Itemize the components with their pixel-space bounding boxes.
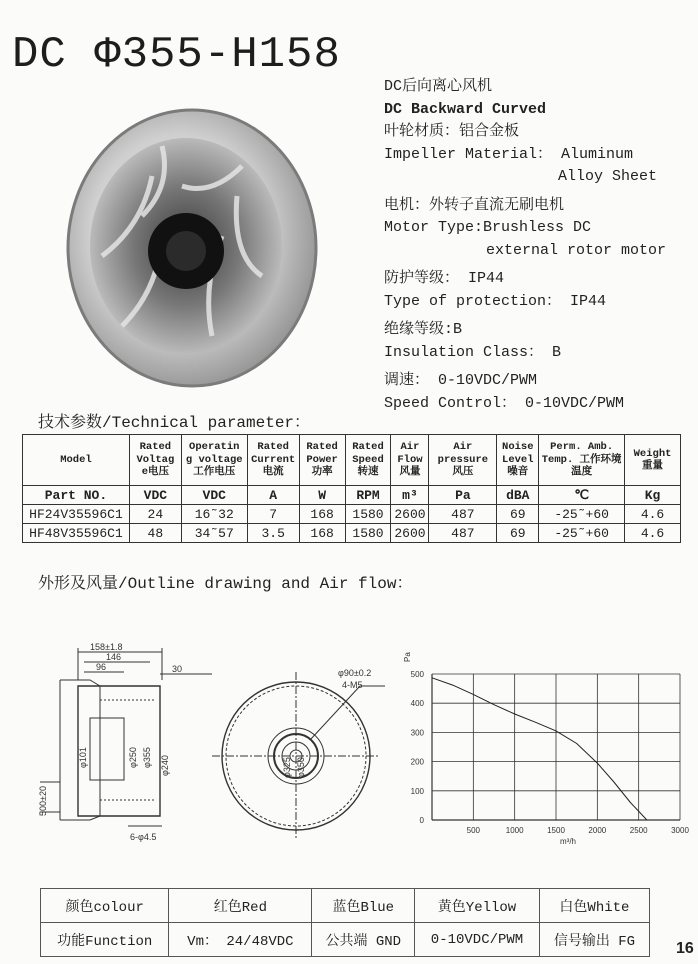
table-cell: 1580 (345, 505, 391, 524)
table-cell: 4.6 (625, 524, 681, 543)
table-cell: 2600 (391, 505, 429, 524)
table-cell: -25˜+60 (539, 505, 625, 524)
motor-cn: 电机：外转子直流无刷电机 (384, 196, 565, 214)
table-cell: 2600 (391, 524, 429, 543)
function-row (41, 923, 650, 957)
insulation-cn: 绝缘等级:B (384, 321, 463, 338)
header-cell: Rated Power 功率 (299, 435, 345, 486)
header-cell: Operatin g voltage 工作电压 (181, 435, 247, 486)
function-header: 功能Function (41, 923, 169, 957)
table-cell: 4.6 (625, 505, 681, 524)
unit-cell: Part NO. (23, 486, 130, 505)
product-title: DC Φ355-H158 (12, 30, 341, 80)
dim-240: φ240 (160, 755, 170, 776)
dim-500: 500±20 (38, 786, 48, 816)
x-tick-label: 2500 (629, 826, 648, 835)
dim-96: 96 (96, 662, 107, 672)
motor-en: Motor Type:Brushless DC (384, 219, 592, 236)
table-cell: 3.5 (247, 524, 299, 543)
fan-photo (62, 106, 320, 396)
header-cell: Rated Voltag e电压 (129, 435, 181, 486)
colour-red: 红色Red (169, 889, 312, 923)
speed-cn: 调速： 0-10VDC/PWM (384, 372, 538, 389)
table-cell: 48 (129, 524, 181, 543)
table-cell: 168 (299, 524, 345, 543)
front-view-drawing (210, 662, 410, 852)
table-cell: 168 (299, 505, 345, 524)
motor-en-cont: external rotor motor (486, 241, 667, 259)
dim-250: φ250 (128, 747, 138, 768)
table-cell: -25˜+60 (539, 524, 625, 543)
dim-101: φ101 (78, 747, 88, 768)
table-unit-row (23, 486, 681, 505)
header-cell: Air pressure 风压 (429, 435, 497, 486)
header-cell: Weight 重量 (625, 435, 681, 486)
dim-30: 30 (172, 664, 183, 674)
x-tick-label: 1500 (547, 826, 565, 835)
unit-cell: VDC (181, 486, 247, 505)
y-axis-label: Pa (403, 652, 412, 662)
unit-cell: m³ (391, 486, 429, 505)
header-cell: Air Flow 风量 (391, 435, 429, 486)
x-tick-label: 3000 (671, 826, 689, 835)
table-cell: 487 (429, 505, 497, 524)
table-cell: HF48V35596C1 (23, 524, 130, 543)
unit-cell: Pa (429, 486, 497, 505)
table-row (23, 524, 681, 543)
x-tick-label: 1000 (505, 826, 524, 835)
table-cell: 24 (129, 505, 181, 524)
protection-cn: 防护等级： IP44 (384, 270, 505, 287)
y-tick-label: 300 (410, 728, 424, 738)
spec-list (384, 76, 666, 415)
function-blue: 公共端 GND (312, 923, 415, 957)
table-header-row (23, 435, 681, 486)
y-tick-label: 100 (410, 786, 424, 796)
function-yellow: 0-10VDC/PWM (415, 923, 540, 957)
x-tick-label: 500 (466, 826, 481, 835)
chart-grid (432, 674, 680, 820)
y-tick-label: 0 (419, 816, 424, 825)
colour-yellow: 黄色Yellow (415, 889, 540, 923)
technical-parameter-heading: 技术参数/Technical parameter： (38, 414, 311, 432)
air-flow-chart (392, 644, 692, 854)
unit-cell: A (247, 486, 299, 505)
dim-325: φ325 (282, 757, 292, 778)
colour-white: 白色White (539, 889, 649, 923)
table-row (23, 505, 681, 524)
type-en: DC Backward Curved (384, 100, 547, 118)
table-cell: 487 (429, 524, 497, 543)
colour-row (41, 889, 650, 923)
table-cell: 7 (247, 505, 299, 524)
dim-146: 146 (106, 652, 122, 662)
unit-cell: ℃ (539, 486, 625, 505)
dim-350: φ350 (296, 757, 306, 778)
protection-en: Type of protection： IP44 (384, 292, 607, 310)
y-tick-label: 400 (410, 699, 424, 709)
header-cell: Model (23, 435, 130, 486)
table-cell: 1580 (345, 524, 391, 543)
impeller-en-cont: Alloy Sheet (558, 168, 658, 185)
impeller-en: Impeller Material： Aluminum (384, 145, 634, 163)
outline-heading: 外形及风量/Outline drawing and Air flow： (38, 575, 413, 593)
function-red: Vm： 24/48VDC (169, 923, 312, 957)
impeller-cn: 叶轮材质：铝合金板 (384, 123, 520, 140)
dim-355: φ355 (142, 747, 152, 768)
colour-blue: 蓝色Blue (312, 889, 415, 923)
chart-ticks (411, 670, 690, 835)
x-axis-label: m³/h (560, 837, 576, 846)
dim-158: 158±1.8 (90, 642, 123, 652)
dim-90: φ90±0.2 (338, 668, 372, 678)
header-cell: Noise Level 噪音 (497, 435, 539, 486)
y-tick-label: 500 (410, 670, 424, 679)
type-cn: DC后向离心风机 (384, 78, 493, 95)
unit-cell: RPM (345, 486, 391, 505)
colour-header: 颜色colour (41, 889, 169, 923)
unit-cell: Kg (625, 486, 681, 505)
table-cell: 34˜57 (181, 524, 247, 543)
table-cell: 69 (497, 524, 539, 543)
header-cell: Rated Current 电流 (247, 435, 299, 486)
speed-en: Speed Control： 0-10VDC/PWM (384, 394, 625, 412)
table-cell: 69 (497, 505, 539, 524)
y-tick-label: 200 (410, 757, 424, 767)
technical-parameter-table (22, 434, 681, 543)
x-tick-label: 2000 (588, 826, 607, 835)
unit-cell: W (299, 486, 345, 505)
header-cell: Perm. Amb. Temp. 工作环境温度 (539, 435, 625, 486)
unit-cell: VDC (129, 486, 181, 505)
header-cell: Rated Speed 转速 (345, 435, 391, 486)
dim-m5: 4-M5 (342, 680, 363, 690)
table-cell: 16˜32 (181, 505, 247, 524)
unit-cell: dBA (497, 486, 539, 505)
dim-holes: 6-φ4.5 (130, 832, 157, 842)
wire-color-table (40, 888, 650, 957)
function-white: 信号输出 FG (539, 923, 649, 957)
table-cell: HF24V35596C1 (23, 505, 130, 524)
page-number: 16 (676, 940, 694, 957)
insulation-en: Insulation Class： B (384, 343, 562, 361)
pressure-flow-curve (432, 678, 647, 820)
